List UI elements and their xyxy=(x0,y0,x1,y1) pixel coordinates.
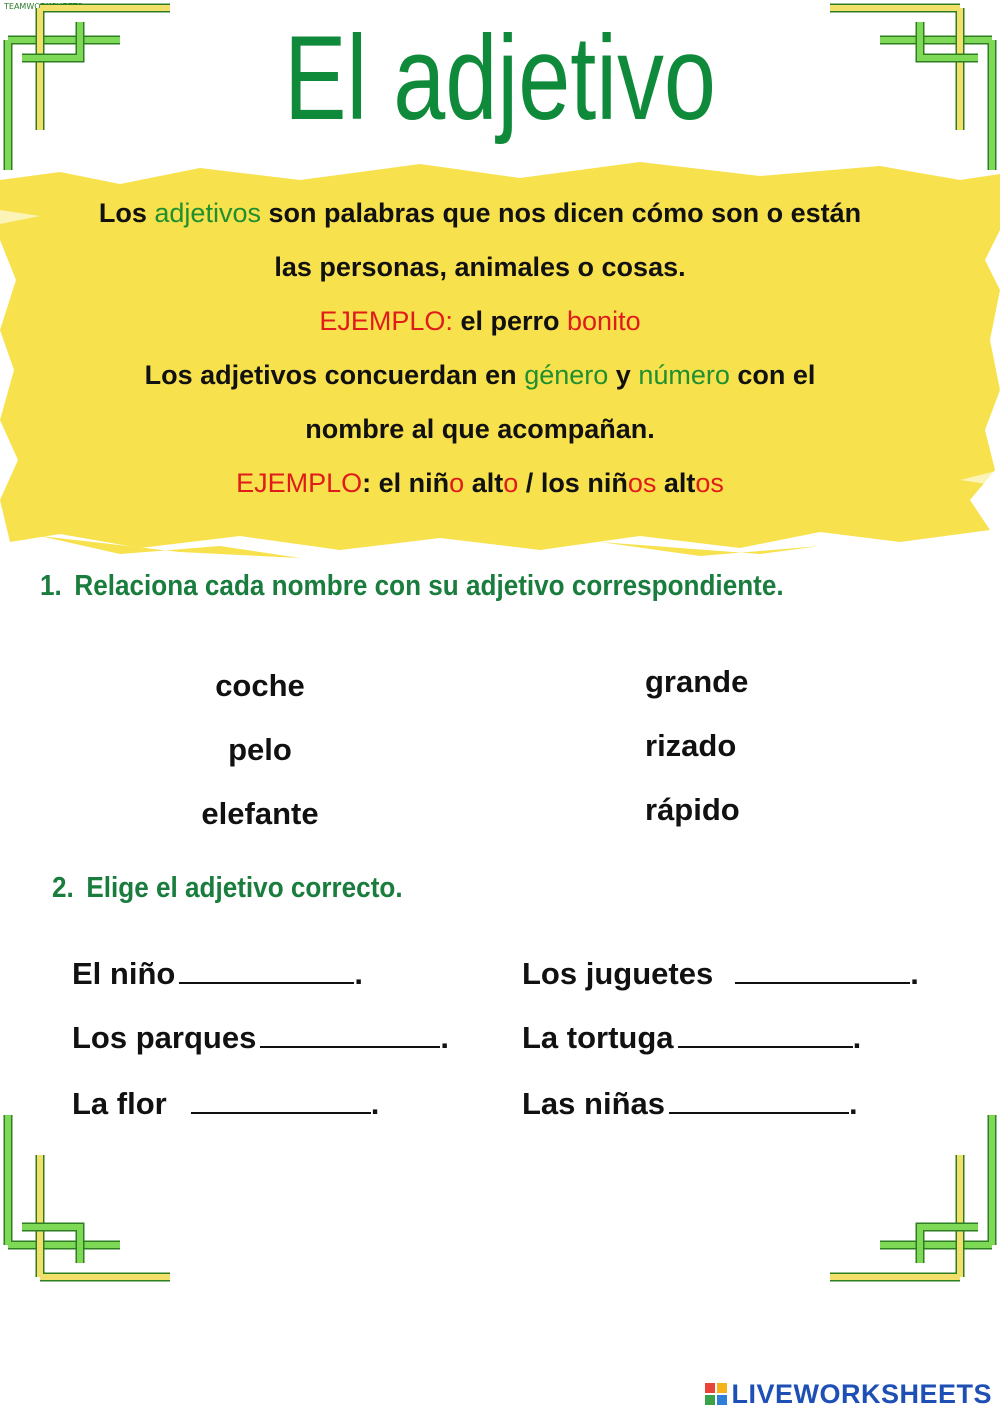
adjective-item[interactable]: rizado xyxy=(645,728,737,763)
example-2-label: EJEMPLO xyxy=(236,468,363,498)
example-1-label: EJEMPLO: xyxy=(319,306,453,336)
fill-end: . xyxy=(354,956,363,991)
answer-blank[interactable] xyxy=(260,1024,440,1048)
watermark: TEAMWORKSHEETS xyxy=(4,2,83,11)
question-1-text: Relaciona cada nombre con su adjetivo correspondiente. xyxy=(74,570,784,602)
answer-blank[interactable] xyxy=(179,960,354,984)
question-2-number: 2. xyxy=(52,872,74,904)
rule-line-2: nombre al que acompañan. xyxy=(305,414,655,444)
corner-frame-bottom-right xyxy=(820,1105,1000,1285)
adjective-item[interactable]: grande xyxy=(645,664,749,699)
logo-text: LIVEWORKSHEETS xyxy=(731,1378,992,1409)
logo-square xyxy=(717,1395,727,1405)
logo-square xyxy=(705,1383,715,1393)
fill-end: . xyxy=(852,1020,862,1055)
rule-after: con el xyxy=(737,360,816,390)
fill-prompt: Los parques xyxy=(72,1020,257,1055)
question-2-title xyxy=(52,872,403,905)
noun-item[interactable]: elefante xyxy=(201,796,319,831)
page-title: El adjetivo xyxy=(284,11,716,145)
intro-line-1 xyxy=(40,186,920,240)
example-1-text: el perro xyxy=(460,306,560,336)
example-2-b3: alt xyxy=(663,468,696,498)
example-2-a1: el niñ xyxy=(378,468,450,498)
rule-number: número xyxy=(638,360,730,390)
intro-text xyxy=(40,186,920,510)
example-1-word: bonito xyxy=(567,306,641,336)
rule-y: y xyxy=(615,360,631,390)
fill-prompt: Las niñas xyxy=(522,1086,665,1121)
logo-square xyxy=(717,1383,727,1393)
fill-row xyxy=(522,1020,861,1056)
intro-adjetivos: adjetivos xyxy=(154,198,261,228)
fill-prompt: Los juguetes xyxy=(522,956,714,991)
noun-item[interactable]: pelo xyxy=(228,732,292,767)
example-2-a3: alt xyxy=(471,468,504,498)
fill-end: . xyxy=(849,1086,858,1121)
fill-prompt: El niño xyxy=(72,956,176,991)
logo-square xyxy=(705,1395,715,1405)
example-2-b1: los niñ xyxy=(540,468,628,498)
rule-before: Los adjetivos concuerdan en xyxy=(144,360,517,390)
intro-line-2: las personas, animales o cosas. xyxy=(274,252,686,282)
fill-row xyxy=(522,956,919,992)
fill-end: . xyxy=(440,1020,449,1055)
answer-blank[interactable] xyxy=(678,1024,853,1048)
intro-definition: son palabras que nos dicen cómo son o están xyxy=(268,198,862,228)
fill-prompt: La flor xyxy=(72,1086,167,1121)
example-2-b2: os xyxy=(627,468,657,498)
example-2-a2: o xyxy=(449,468,465,498)
question-1-number: 1. xyxy=(40,570,62,602)
fill-row xyxy=(72,1086,379,1122)
example-2-sep: / xyxy=(525,468,534,498)
question-1-title xyxy=(40,570,784,603)
fill-row xyxy=(522,1086,858,1122)
adjective-item[interactable]: rápido xyxy=(645,792,740,827)
rule-line-1 xyxy=(40,348,920,402)
question-2-text: Elige el adjetivo correcto. xyxy=(86,872,403,904)
rule-gender: género xyxy=(524,360,609,390)
logo-grid-icon xyxy=(705,1383,727,1405)
liveworksheets-logo[interactable] xyxy=(705,1378,992,1410)
fill-row xyxy=(72,1020,449,1056)
noun-item[interactable]: coche xyxy=(215,668,305,703)
fill-prompt: La tortuga xyxy=(522,1020,674,1055)
answer-blank[interactable] xyxy=(669,1090,849,1114)
answer-blank[interactable] xyxy=(191,1090,371,1114)
example-2-colon: : xyxy=(362,468,372,498)
fill-row xyxy=(72,956,363,992)
example-1 xyxy=(40,294,920,348)
answer-blank[interactable] xyxy=(735,960,910,984)
example-2-a4: o xyxy=(503,468,519,498)
corner-frame-bottom-left xyxy=(0,1105,180,1285)
example-2 xyxy=(40,456,920,510)
fill-end: . xyxy=(910,956,919,991)
intro-los: Los xyxy=(98,198,147,228)
example-2-b4: os xyxy=(695,468,724,498)
fill-end: . xyxy=(370,1086,380,1121)
